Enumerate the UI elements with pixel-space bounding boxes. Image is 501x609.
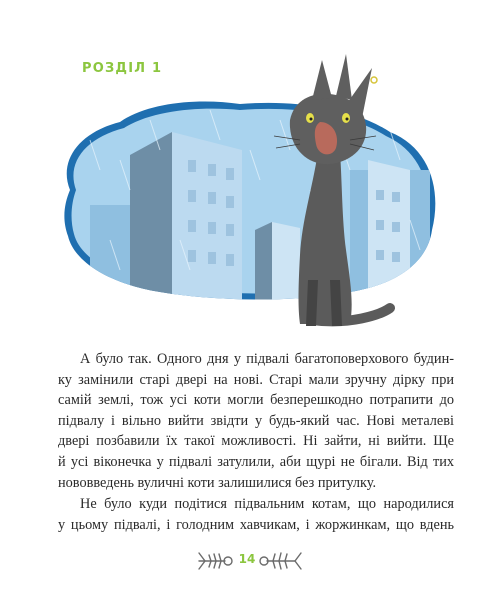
fishbone-right-icon (260, 553, 301, 569)
text-line: самій землі, тож усі коти могли безперешкодно потрапити до (58, 392, 454, 409)
text-line: у цьому підвалі, і голодним хавчикам, і жоржинкам, що вдень (58, 516, 454, 533)
page-number: 14 (238, 552, 256, 566)
chapter-heading: РОЗДІЛ 1 (82, 61, 163, 76)
paragraph-1 (58, 349, 454, 493)
cat-city-illustration (50, 40, 450, 340)
text-line: ку замінили старі двері на нові. Старі мали зручну дірку при (58, 371, 454, 388)
text-line: Не було куди подітися підвальним котам, що народилися (80, 496, 454, 512)
text-line: А було так. Одного дня у підвалі багатоповерхового будин- (80, 351, 454, 367)
text-line: підвалу і вільно вийти звідти у будь-який час. Нові металеві (58, 412, 454, 429)
text-line: двері позбавили їх такої можливості. Ні зайти, ні вийти. Ще (58, 433, 454, 450)
fishbone-left-icon (199, 553, 232, 569)
text-line: нововведень вуличні коти залишилися без притулку. (58, 474, 377, 491)
paragraph-2 (58, 494, 454, 535)
text-line: й усі віконечка у підвалі затулили, аби щурі не бігали. Від тих (58, 453, 454, 470)
